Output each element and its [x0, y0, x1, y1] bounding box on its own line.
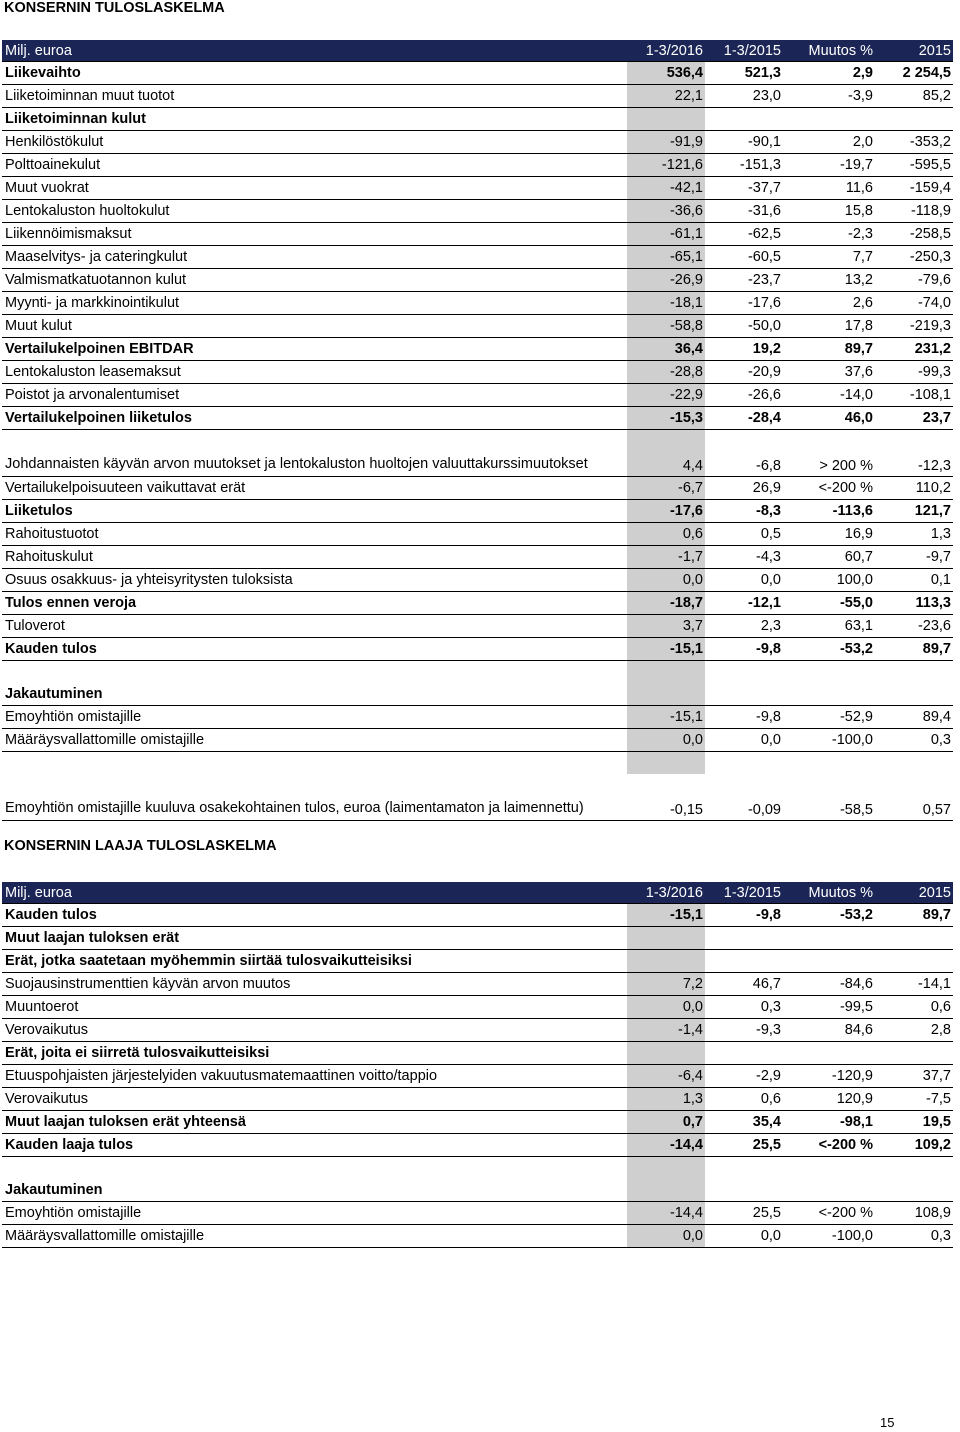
table-row: [2, 1134, 953, 1157]
current-period-value: 0,7: [627, 1111, 705, 1134]
column-header: 1-3/2015: [705, 40, 783, 62]
current-period-value: -22,9: [627, 384, 705, 407]
row-label: Verovaikutus: [2, 1088, 627, 1111]
column-header: Milj. euroa: [2, 40, 627, 62]
row-value: 109,2: [875, 1134, 953, 1157]
row-value: 231,2: [875, 338, 953, 361]
row-value: 110,2: [875, 477, 953, 500]
row-value: -9,8: [705, 706, 783, 729]
row-label: Kauden tulos: [2, 638, 627, 661]
row-value: [705, 752, 783, 775]
row-value: -9,8: [705, 638, 783, 661]
row-value: -60,5: [705, 246, 783, 269]
current-period-value: [627, 683, 705, 706]
row-label: Valmismatkatuotannon kulut: [2, 269, 627, 292]
row-label: Jakautuminen: [2, 683, 627, 706]
table-row: [2, 430, 953, 477]
row-value: -55,0: [783, 592, 875, 615]
row-label: Vertailukelpoinen liiketulos: [2, 407, 627, 430]
row-value: -250,3: [875, 246, 953, 269]
row-label: Määräysvallattomille omistajille: [2, 1225, 627, 1248]
table-row: [2, 752, 953, 775]
row-label: Tulos ennen veroja: [2, 592, 627, 615]
row-value: -58,5: [783, 774, 875, 821]
row-label: Lentokaluston leasemaksut: [2, 361, 627, 384]
table-row: [2, 85, 953, 108]
row-value: 84,6: [783, 1019, 875, 1042]
row-value: 100,0: [783, 569, 875, 592]
table-row: [2, 361, 953, 384]
table-row: [2, 774, 953, 821]
row-value: 13,2: [783, 269, 875, 292]
row-value: 0,3: [875, 1225, 953, 1248]
row-value: 2,8: [875, 1019, 953, 1042]
row-value: 0,6: [705, 1088, 783, 1111]
column-header: 1-3/2016: [627, 40, 705, 62]
row-value: 120,9: [783, 1088, 875, 1111]
row-value: 37,6: [783, 361, 875, 384]
row-value: -6,8: [705, 430, 783, 477]
row-value: -53,2: [783, 638, 875, 661]
row-value: -79,6: [875, 269, 953, 292]
row-value: -159,4: [875, 177, 953, 200]
table-row: [2, 269, 953, 292]
row-value: -37,7: [705, 177, 783, 200]
table-row: [2, 62, 953, 85]
row-value: 85,2: [875, 85, 953, 108]
current-period-value: -17,6: [627, 500, 705, 523]
row-label: [2, 1157, 627, 1180]
row-label: Poistot ja arvonalentumiset: [2, 384, 627, 407]
row-value: 0,5: [705, 523, 783, 546]
row-value: -120,9: [783, 1065, 875, 1088]
table-row: [2, 996, 953, 1019]
table-row: [2, 223, 953, 246]
current-period-value: -6,4: [627, 1065, 705, 1088]
row-label: Muuntoerot: [2, 996, 627, 1019]
row-value: [875, 683, 953, 706]
row-label: Jakautuminen: [2, 1179, 627, 1202]
row-value: -53,2: [783, 904, 875, 927]
table-row: [2, 615, 953, 638]
table-row: [2, 154, 953, 177]
row-label: Liiketoiminnan kulut: [2, 108, 627, 131]
current-period-value: -65,1: [627, 246, 705, 269]
current-period-value: -61,1: [627, 223, 705, 246]
row-value: [783, 1179, 875, 1202]
row-value: [875, 950, 953, 973]
row-label: Tuloverot: [2, 615, 627, 638]
row-value: 108,9: [875, 1202, 953, 1225]
current-period-value: -26,9: [627, 269, 705, 292]
current-period-value: 0,0: [627, 729, 705, 752]
row-value: -52,9: [783, 706, 875, 729]
row-label: Kauden laaja tulos: [2, 1134, 627, 1157]
table-row: [2, 638, 953, 661]
column-header: 1-3/2016: [627, 882, 705, 904]
row-value: 63,1: [783, 615, 875, 638]
current-period-value: 0,0: [627, 569, 705, 592]
row-value: 16,9: [783, 523, 875, 546]
row-value: -108,1: [875, 384, 953, 407]
row-value: [705, 1179, 783, 1202]
row-value: -9,3: [705, 1019, 783, 1042]
row-value: [783, 950, 875, 973]
row-label: Liikennöimismaksut: [2, 223, 627, 246]
row-value: -17,6: [705, 292, 783, 315]
row-value: -0,09: [705, 774, 783, 821]
table-row: [2, 729, 953, 752]
column-header: Milj. euroa: [2, 882, 627, 904]
current-period-value: -0,15: [627, 774, 705, 821]
current-period-value: 0,6: [627, 523, 705, 546]
current-period-value: -91,9: [627, 131, 705, 154]
row-value: [705, 661, 783, 684]
table-row: [2, 904, 953, 927]
current-period-value: -1,4: [627, 1019, 705, 1042]
table-row: [2, 384, 953, 407]
row-value: -14,0: [783, 384, 875, 407]
row-label: Emoyhtiön omistajille: [2, 706, 627, 729]
row-value: -151,3: [705, 154, 783, 177]
table-row: [2, 973, 953, 996]
row-value: [705, 1042, 783, 1065]
table-row: [2, 1202, 953, 1225]
row-value: 26,9: [705, 477, 783, 500]
page-number: 15: [880, 1415, 895, 1430]
row-value: 0,6: [875, 996, 953, 1019]
row-value: 1,3: [875, 523, 953, 546]
current-period-value: -28,8: [627, 361, 705, 384]
row-label: Verovaikutus: [2, 1019, 627, 1042]
row-value: -98,1: [783, 1111, 875, 1134]
current-period-value: -18,1: [627, 292, 705, 315]
row-value: 25,5: [705, 1134, 783, 1157]
table-row: [2, 1042, 953, 1065]
row-label: Etuuspohjaisten järjestelyiden vakuutusmatemaattinen voitto/tappio: [2, 1065, 627, 1088]
row-value: -595,5: [875, 154, 953, 177]
table-row: [2, 1019, 953, 1042]
row-value: -3,9: [783, 85, 875, 108]
row-value: -19,7: [783, 154, 875, 177]
row-value: 89,7: [875, 904, 953, 927]
current-period-value: -6,7: [627, 477, 705, 500]
table-row: [2, 683, 953, 706]
current-period-value: [627, 752, 705, 775]
row-value: -20,9: [705, 361, 783, 384]
column-header: 2015: [875, 882, 953, 904]
income-statement-title: KONSERNIN TULOSLASKELMA: [4, 0, 225, 16]
row-value: 0,0: [705, 569, 783, 592]
row-value: [783, 1042, 875, 1065]
row-value: [875, 1157, 953, 1180]
row-value: -8,3: [705, 500, 783, 523]
row-label: Rahoituskulut: [2, 546, 627, 569]
current-period-value: 0,0: [627, 1225, 705, 1248]
table-row: [2, 1157, 953, 1180]
current-period-value: [627, 950, 705, 973]
row-value: -23,7: [705, 269, 783, 292]
current-period-value: -42,1: [627, 177, 705, 200]
table-row: [2, 108, 953, 131]
row-value: 19,5: [875, 1111, 953, 1134]
current-period-value: -1,7: [627, 546, 705, 569]
row-value: 0,0: [705, 729, 783, 752]
row-value: 23,0: [705, 85, 783, 108]
row-value: 521,3: [705, 62, 783, 85]
row-value: 0,3: [705, 996, 783, 1019]
row-value: -353,2: [875, 131, 953, 154]
row-value: -14,1: [875, 973, 953, 996]
row-value: -74,0: [875, 292, 953, 315]
income-statement-header-row: [2, 40, 953, 62]
row-value: -100,0: [783, 729, 875, 752]
row-value: [783, 661, 875, 684]
current-period-value: [627, 108, 705, 131]
row-value: -62,5: [705, 223, 783, 246]
row-value: 0,0: [705, 1225, 783, 1248]
row-value: [705, 927, 783, 950]
row-value: 2,6: [783, 292, 875, 315]
row-value: 17,8: [783, 315, 875, 338]
table-row: [2, 315, 953, 338]
comprehensive-income-table: [2, 882, 953, 1248]
row-value: 2 254,5: [875, 62, 953, 85]
table-row: [2, 569, 953, 592]
table-row: [2, 1111, 953, 1134]
row-value: 2,3: [705, 615, 783, 638]
current-period-value: 36,4: [627, 338, 705, 361]
table-row: [2, 477, 953, 500]
table-row: [2, 500, 953, 523]
row-value: [705, 950, 783, 973]
row-value: -113,6: [783, 500, 875, 523]
table-row: [2, 661, 953, 684]
row-value: -258,5: [875, 223, 953, 246]
row-value: [783, 752, 875, 775]
comprehensive-income-header-row: [2, 882, 953, 904]
row-label: Maaselvitys- ja cateringkulut: [2, 246, 627, 269]
current-period-value: 4,4: [627, 430, 705, 477]
row-value: -90,1: [705, 131, 783, 154]
row-label: Lentokaluston huoltokulut: [2, 200, 627, 223]
current-period-value: -15,1: [627, 904, 705, 927]
row-value: 113,3: [875, 592, 953, 615]
row-value: [875, 927, 953, 950]
row-label: Liiketoiminnan muut tuotot: [2, 85, 627, 108]
row-label: [2, 661, 627, 684]
row-value: [875, 1179, 953, 1202]
row-value: [783, 1157, 875, 1180]
row-label: [2, 752, 627, 775]
row-label: Muut vuokrat: [2, 177, 627, 200]
row-label: Osuus osakkuus- ja yhteisyritysten tuloksista: [2, 569, 627, 592]
table-row: [2, 292, 953, 315]
current-period-value: [627, 661, 705, 684]
row-value: [783, 108, 875, 131]
row-value: -26,6: [705, 384, 783, 407]
row-value: <-200 %: [783, 1202, 875, 1225]
row-value: 60,7: [783, 546, 875, 569]
row-value: -118,9: [875, 200, 953, 223]
current-period-value: [627, 1042, 705, 1065]
row-label: Muut laajan tuloksen erät yhteensä: [2, 1111, 627, 1134]
row-value: -28,4: [705, 407, 783, 430]
row-value: [783, 683, 875, 706]
row-label: Liiketulos: [2, 500, 627, 523]
current-period-value: -36,6: [627, 200, 705, 223]
row-value: 46,7: [705, 973, 783, 996]
table-row: [2, 523, 953, 546]
row-value: [705, 108, 783, 131]
current-period-value: -18,7: [627, 592, 705, 615]
column-header: 1-3/2015: [705, 882, 783, 904]
row-value: -99,3: [875, 361, 953, 384]
table-row: [2, 338, 953, 361]
current-period-value: -15,3: [627, 407, 705, 430]
row-value: -2,9: [705, 1065, 783, 1088]
table-row: [2, 546, 953, 569]
income-statement-table: [2, 40, 953, 821]
row-value: [875, 752, 953, 775]
current-period-value: 22,1: [627, 85, 705, 108]
table-row: [2, 1065, 953, 1088]
current-period-value: 0,0: [627, 996, 705, 1019]
row-value: -23,6: [875, 615, 953, 638]
row-label: Polttoainekulut: [2, 154, 627, 177]
table-row: [2, 1179, 953, 1202]
current-period-value: -14,4: [627, 1202, 705, 1225]
table-row: [2, 706, 953, 729]
table-row: [2, 200, 953, 223]
row-label: Erät, joita ei siirretä tulosvaikutteisiksi: [2, 1042, 627, 1065]
table-row: [2, 1088, 953, 1111]
row-value: 121,7: [875, 500, 953, 523]
row-value: 0,1: [875, 569, 953, 592]
current-period-value: 7,2: [627, 973, 705, 996]
row-value: > 200 %: [783, 430, 875, 477]
row-label: Suojausinstrumenttien käyvän arvon muutos: [2, 973, 627, 996]
current-period-value: -14,4: [627, 1134, 705, 1157]
row-value: [705, 1157, 783, 1180]
column-header: 2015: [875, 40, 953, 62]
column-header: Muutos %: [783, 882, 875, 904]
row-value: 37,7: [875, 1065, 953, 1088]
row-value: 89,7: [875, 638, 953, 661]
row-value: 89,4: [875, 706, 953, 729]
row-value: <-200 %: [783, 1134, 875, 1157]
table-row: [2, 131, 953, 154]
table-row: [2, 407, 953, 430]
row-label: Vertailukelpoinen EBITDAR: [2, 338, 627, 361]
row-value: 15,8: [783, 200, 875, 223]
row-value: 35,4: [705, 1111, 783, 1134]
row-label: Erät, jotka saatetaan myöhemmin siirtää tulosvaikutteisiksi: [2, 950, 627, 973]
row-label: Rahoitustuotot: [2, 523, 627, 546]
row-label: Kauden tulos: [2, 904, 627, 927]
table-row: [2, 927, 953, 950]
row-value: -12,1: [705, 592, 783, 615]
row-value: <-200 %: [783, 477, 875, 500]
row-value: 2,0: [783, 131, 875, 154]
current-period-value: -15,1: [627, 706, 705, 729]
row-value: [875, 1042, 953, 1065]
row-label: Muut laajan tuloksen erät: [2, 927, 627, 950]
current-period-value: -15,1: [627, 638, 705, 661]
row-label: Muut kulut: [2, 315, 627, 338]
row-value: [875, 108, 953, 131]
current-period-value: 1,3: [627, 1088, 705, 1111]
row-value: -100,0: [783, 1225, 875, 1248]
table-row: [2, 950, 953, 973]
row-value: [875, 661, 953, 684]
row-value: 0,57: [875, 774, 953, 821]
row-label: Vertailukelpoisuuteen vaikuttavat erät: [2, 477, 627, 500]
row-value: 23,7: [875, 407, 953, 430]
row-value: -50,0: [705, 315, 783, 338]
row-value: -9,7: [875, 546, 953, 569]
current-period-value: 3,7: [627, 615, 705, 638]
table-row: [2, 177, 953, 200]
row-value: [783, 927, 875, 950]
column-header: Muutos %: [783, 40, 875, 62]
table-row: [2, 246, 953, 269]
row-value: -12,3: [875, 430, 953, 477]
table-row: [2, 1225, 953, 1248]
row-value: -219,3: [875, 315, 953, 338]
row-label: Johdannaisten käyvän arvon muutokset ja lentokaluston huoltojen valuuttakurssimuutokset: [2, 430, 627, 477]
row-value: 0,3: [875, 729, 953, 752]
row-label: Myynti- ja markkinointikulut: [2, 292, 627, 315]
row-value: [705, 683, 783, 706]
row-value: 11,6: [783, 177, 875, 200]
row-value: -7,5: [875, 1088, 953, 1111]
row-label: Henkilöstökulut: [2, 131, 627, 154]
row-label: Emoyhtiön omistajille kuuluva osakekohtainen tulos, euroa (laimentamaton ja laimennettu): [2, 774, 627, 821]
row-label: Määräysvallattomille omistajille: [2, 729, 627, 752]
current-period-value: -58,8: [627, 315, 705, 338]
row-label: Liikevaihto: [2, 62, 627, 85]
row-value: -9,8: [705, 904, 783, 927]
comprehensive-income-title: KONSERNIN LAAJA TULOSLASKELMA: [4, 838, 277, 854]
row-value: -4,3: [705, 546, 783, 569]
row-value: -2,3: [783, 223, 875, 246]
row-value: 25,5: [705, 1202, 783, 1225]
row-value: 7,7: [783, 246, 875, 269]
row-value: -31,6: [705, 200, 783, 223]
current-period-value: [627, 1157, 705, 1180]
row-value: 2,9: [783, 62, 875, 85]
table-row: [2, 592, 953, 615]
current-period-value: -121,6: [627, 154, 705, 177]
row-value: -99,5: [783, 996, 875, 1019]
current-period-value: [627, 927, 705, 950]
row-value: 19,2: [705, 338, 783, 361]
row-value: -84,6: [783, 973, 875, 996]
current-period-value: 536,4: [627, 62, 705, 85]
row-value: 89,7: [783, 338, 875, 361]
row-label: Emoyhtiön omistajille: [2, 1202, 627, 1225]
row-value: 46,0: [783, 407, 875, 430]
current-period-value: [627, 1179, 705, 1202]
